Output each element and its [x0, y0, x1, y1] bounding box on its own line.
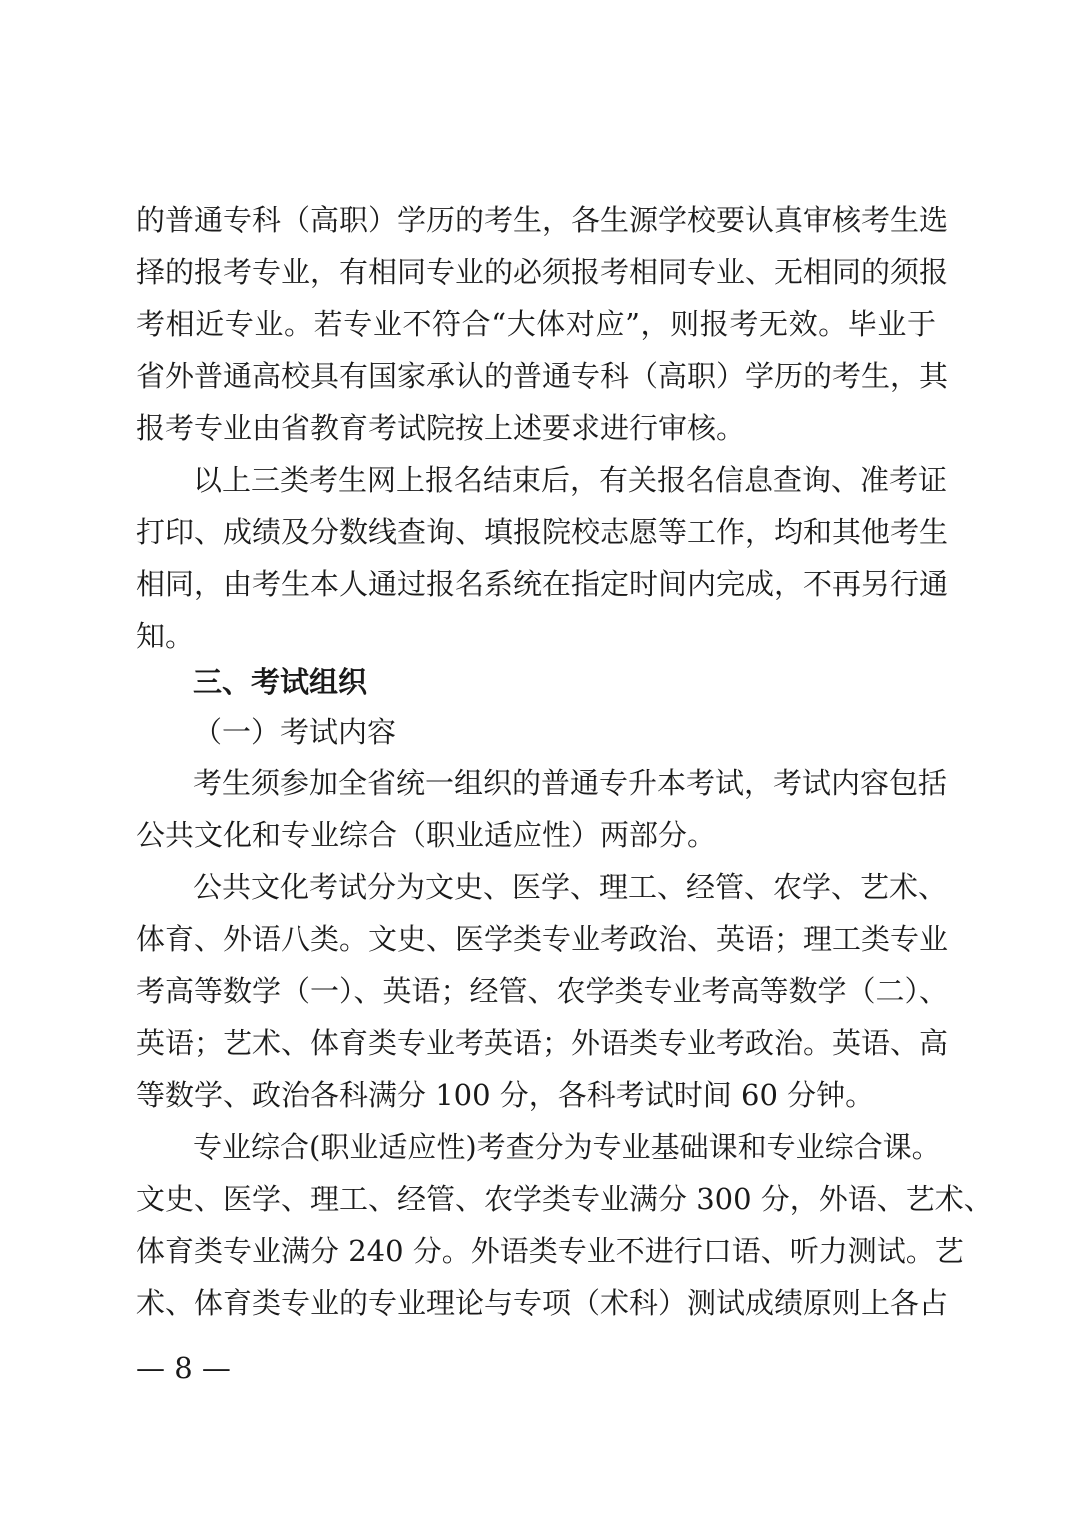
- body-text-line: 术、体育类专业的专业理论与专项（术科）测试成绩原则上各占: [136, 1286, 949, 1320]
- body-text-line: 的普通专科（高职）学历的考生，各生源学校要认真审核考生选: [136, 203, 949, 237]
- body-text-line: 相同，由考生本人通过报名系统在指定时间内完成，不再另行通: [136, 567, 949, 601]
- body-text-line: 考高等数学（一）、英语；经管、农学类专业考高等数学（二）、: [136, 974, 949, 1008]
- section-heading: 三、考试组织: [193, 665, 368, 699]
- paragraph-first-line: 考生须参加全省统一组织的普通专升本考试，考试内容包括: [193, 766, 948, 800]
- body-text-line: 文史、医学、理工、经管、农学类专业满分 300 分，外语、艺术、: [136, 1182, 993, 1216]
- body-text-line: 打印、成绩及分数线查询、填报院校志愿等工作，均和其他考生: [136, 515, 949, 549]
- body-text-line: 体育类专业满分 240 分。外语类专业不进行口语、听力测试。艺: [136, 1234, 964, 1268]
- body-text-line: 省外普通高校具有国家承认的普通专科（高职）学历的考生，其: [136, 359, 949, 393]
- body-text-line: 择的报考专业，有相同专业的必须报考相同专业、无相同的须报: [136, 255, 949, 289]
- body-text-line: 知。: [136, 619, 195, 653]
- body-text-line: 公共文化和专业综合（职业适应性）两部分。: [136, 818, 717, 852]
- paragraph-first-line: 以上三类考生网上报名结束后，有关报名信息查询、准考证: [193, 463, 948, 497]
- body-text-line: 英语；艺术、体育类专业考英语；外语类专业考政治。英语、高: [136, 1026, 949, 1060]
- body-text-line: 等数学、政治各科满分 100 分，各科考试时间 60 分钟。: [136, 1078, 875, 1112]
- paragraph-first-line: 专业综合(职业适应性)考查分为专业基础课和专业综合课。: [193, 1130, 941, 1164]
- body-text-line: 体育、外语八类。文史、医学类专业考政治、英语；理工类专业: [136, 922, 949, 956]
- paragraph-first-line: 公共文化考试分为文史、医学、理工、经管、农学、艺术、: [193, 870, 948, 904]
- page-number: — 8 —: [136, 1351, 231, 1385]
- subsection-heading: （一）考试内容: [193, 715, 397, 749]
- body-text-line: 报考专业由省教育考试院按上述要求进行审核。: [136, 411, 746, 445]
- body-text-line: 考相近专业。若专业不符合“大体对应”，则报考无效。毕业于: [136, 307, 936, 341]
